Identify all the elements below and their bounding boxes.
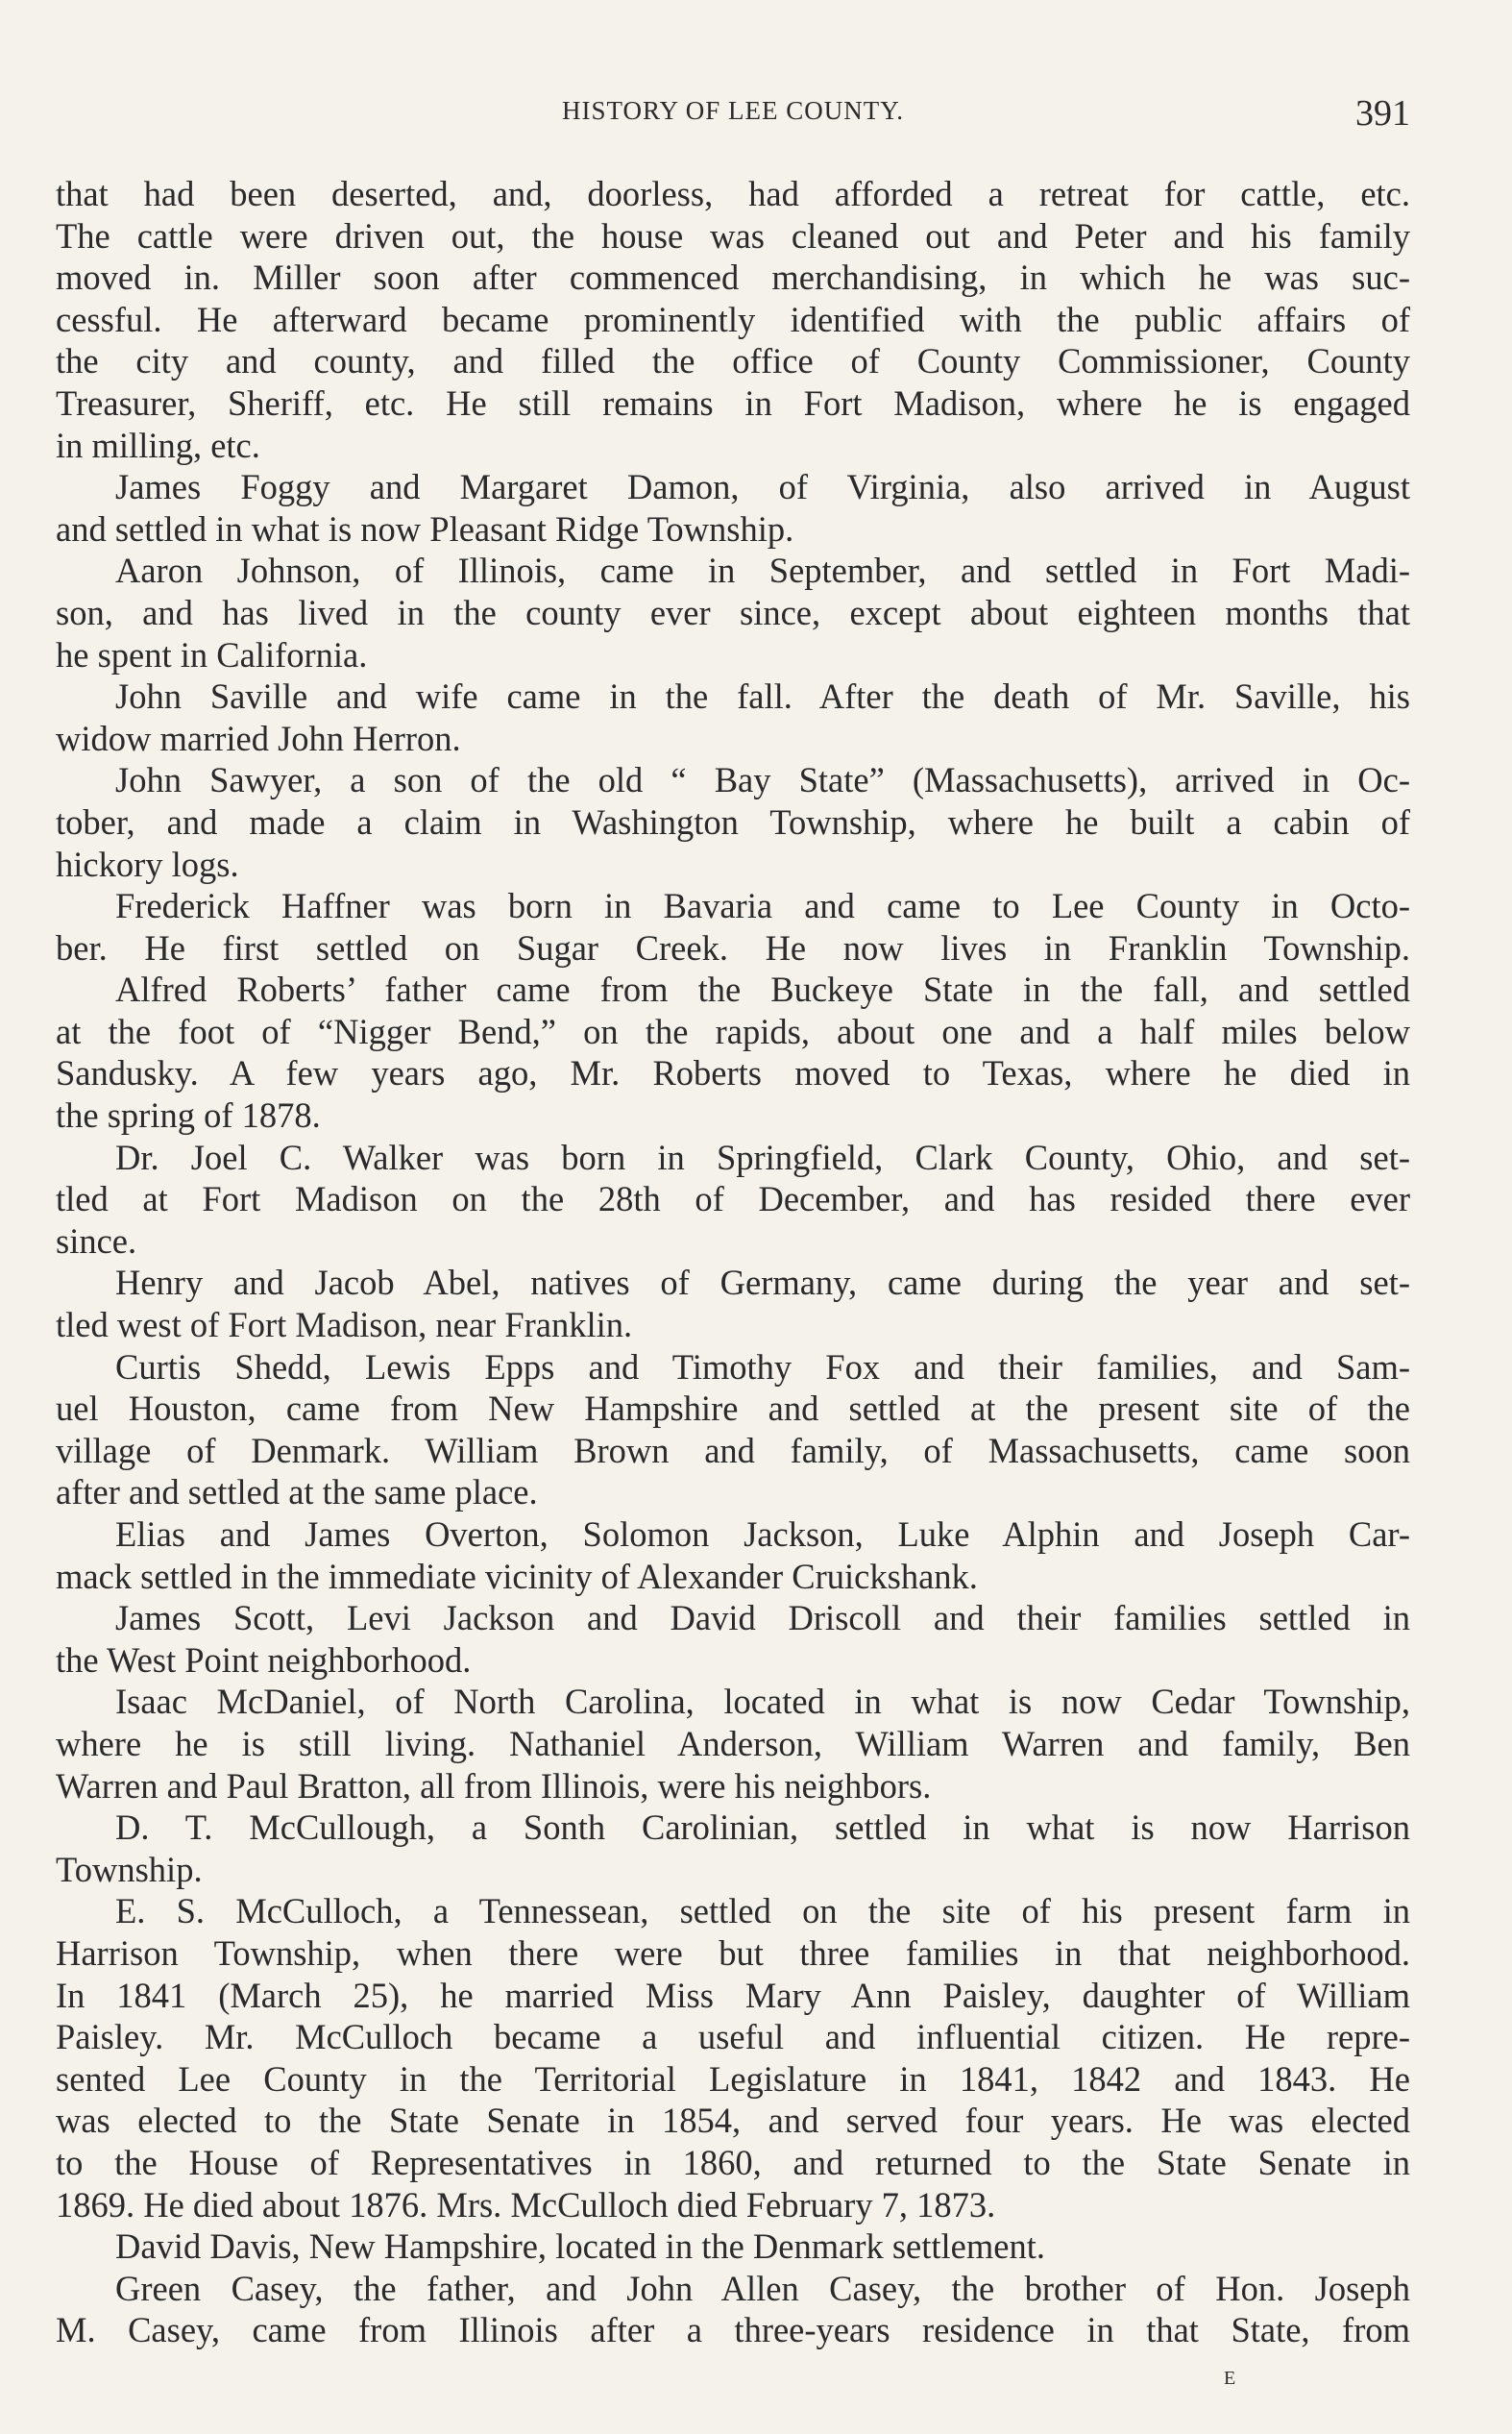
text-line: Township.	[56, 1849, 203, 1889]
text-line: and settled in what is now Pleasant Ridge Township.	[56, 508, 794, 549]
page-number: 391	[1355, 93, 1410, 134]
text-line: James Scott, Levi Jackson and David Driscoll and their families settled in	[115, 1598, 1410, 1638]
text-line: sented Lee County in the Territorial Legislature in 1841, 1842 and 1843. He	[56, 2058, 1410, 2099]
text-line: D. T. McCullough, a Sonth Carolinian, settled in what is now Harrison	[115, 1807, 1410, 1848]
signature-mark: E	[1224, 2368, 1236, 2389]
text-line: since.	[56, 1220, 137, 1261]
text-line: Sandusky. A few years ago, Mr. Roberts moved to Texas, where he died in	[56, 1053, 1410, 1094]
text-line: tled west of Fort Madison, near Franklin.	[56, 1305, 633, 1345]
text-line: Aaron Johnson, of Illinois, came in September, and settled in Fort Madi-	[115, 551, 1410, 591]
text-line: uel Houston, came from New Hampshire and settled at the present site of the	[56, 1389, 1410, 1429]
text-line: the city and county, and filled the office of County Commissioner, County	[56, 341, 1410, 381]
text-line: John Saville and wife came in the fall. After the death of Mr. Saville, his	[115, 676, 1410, 717]
text-line: In 1841 (March 25), he married Miss Mary Ann Paisley, daughter of William	[56, 1975, 1410, 2015]
text-line: Warren and Paul Bratton, all from Illinois, were his neighbors.	[56, 1765, 932, 1806]
text-line: widow married John Herron.	[56, 718, 461, 758]
text-line: Henry and Jacob Abel, natives of Germany, came during the year and set-	[115, 1263, 1410, 1303]
text-line: was elected to the State Senate in 1854, and served four years. He was elected	[56, 2101, 1410, 2141]
text-line: Alfred Roberts’ father came from the Buckeye State in the fall, and settled	[115, 970, 1410, 1010]
text-line: tober, and made a claim in Washington Township, where he built a cabin of	[56, 801, 1410, 842]
text-line: Curtis Shedd, Lewis Epps and Timothy Fox and their families, and Sam-	[115, 1346, 1410, 1387]
text-line: the spring of 1878.	[56, 1095, 321, 1136]
running-head: HISTORY OF LEE COUNTY.	[561, 96, 905, 125]
text-line: cessful. He afterward became prominently identified with the public affairs of	[56, 299, 1410, 339]
text-line: to the House of Representatives in 1860, and returned to the State Senate in	[56, 2142, 1410, 2182]
text-line: Harrison Township, when there were but three families in that neighborhood.	[56, 1932, 1410, 1973]
text-line: tled at Fort Madison on the 28th of December, and has resided there ever	[56, 1179, 1410, 1219]
text-line: Paisley. Mr. McCulloch became a useful and influential citizen. He repre-	[56, 2017, 1410, 2057]
text-line: E. S. McCulloch, a Tennessean, settled on the site of his present farm in	[115, 1891, 1410, 1931]
text-line: 1869. He died about 1876. Mrs. McCulloch died February 7, 1873.	[56, 2184, 996, 2225]
body-text	[56, 173, 1410, 2351]
text-line: James Foggy and Margaret Damon, of Virginia, also arrived in August	[115, 467, 1410, 507]
text-line: ber. He first settled on Sugar Creek. He now lives in Franklin Township.	[56, 927, 1410, 968]
text-line: the West Point neighborhood.	[56, 1639, 472, 1680]
text-line: in milling, etc.	[56, 425, 260, 465]
text-line: M. Casey, came from Illinois after a three-years residence in that State, from	[56, 2310, 1410, 2350]
text-line: Isaac McDaniel, of North Carolina, located in what is now Cedar Township,	[115, 1682, 1410, 1722]
text-line: son, and has lived in the county ever since, except about eighteen months that	[56, 592, 1410, 632]
text-line: Elias and James Overton, Solomon Jackson, Luke Alphin and Joseph Car-	[115, 1514, 1410, 1554]
text-line: that had been deserted, and, doorless, had afforded a retreat for cattle, etc.	[56, 174, 1410, 213]
text-line: The cattle were driven out, the house was cleaned out and Peter and his family	[56, 215, 1410, 256]
text-line: village of Denmark. William Brown and family, of Massachusetts, came soon	[56, 1430, 1410, 1470]
text-line: Treasurer, Sheriff, etc. He still remains in Fort Madison, where he is engaged	[56, 382, 1410, 423]
text-line: Dr. Joel C. Walker was born in Springfield, Clark County, Ohio, and set-	[115, 1137, 1410, 1177]
text-line: David Davis, New Hampshire, located in the Denmark settlement.	[115, 2226, 1045, 2267]
text-line: hickory logs.	[56, 844, 239, 884]
page-header	[56, 92, 1410, 135]
text-line: at the foot of “Nigger Bend,” on the rapids, about one and a half miles below	[56, 1011, 1410, 1051]
text-line: John Sawyer, a son of the old “ Bay State” (Massachusetts), arrived in Oc-	[115, 760, 1410, 800]
text-line: where he is still living. Nathaniel Anderson, William Warren and family, Ben	[56, 1723, 1410, 1763]
text-line: mack settled in the immediate vicinity of Alexander Cruickshank.	[56, 1556, 978, 1596]
text-line: moved in. Miller soon after commenced merchandising, in which he was suc-	[56, 258, 1410, 298]
text-line: Frederick Haffner was born in Bavaria and came to Lee County in Octo-	[115, 886, 1410, 926]
text-line: he spent in California.	[56, 634, 368, 675]
text-line: Green Casey, the father, and John Allen Casey, the brother of Hon. Joseph	[115, 2268, 1410, 2308]
text-line: after and settled at the same place.	[56, 1472, 538, 1512]
